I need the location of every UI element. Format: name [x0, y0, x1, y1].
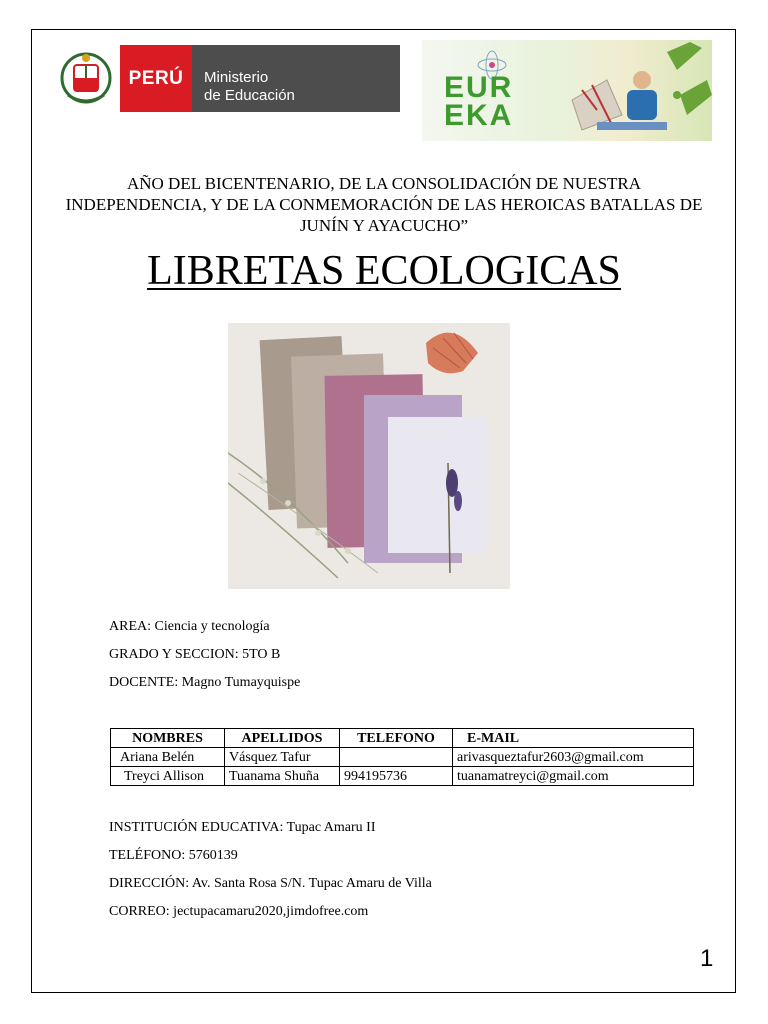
- teacher-line: DOCENTE: Magno Tumayquispe: [109, 675, 301, 690]
- cell-surname: Tuanama Shuña: [225, 767, 340, 786]
- header-surnames: APELLIDOS: [225, 729, 340, 748]
- header-names: NOMBRES: [111, 729, 225, 748]
- recycled-paper-photo: [228, 323, 510, 589]
- grade-line: GRADO Y SECCION: 5TO B: [109, 647, 281, 662]
- year-motto: AÑO DEL BICENTENARIO, DE LA CONSOLIDACIÓN DE NUESTRA INDEPENDENCIA, Y DE LA CONMEMORACIÓN DE LAS HEROICAS BATALLAS DE JUNÍN Y AYACUCHO”: [65, 174, 703, 235]
- area-line: AREA: Ciencia y tecnología: [109, 619, 270, 634]
- email-line: CORREO: jectupacamaru2020,jimdofree.com: [109, 904, 369, 919]
- eureka-banner: [422, 40, 712, 141]
- cell-phone: [340, 748, 453, 767]
- ministry-line-2: de Educación: [204, 87, 295, 104]
- header-phone: TELEFONO: [340, 729, 453, 748]
- address-line: DIRECCIÓN: Av. Santa Rosa S/N. Tupac Amaru de Villa: [109, 876, 432, 891]
- institution-line: INSTITUCIÓN EDUCATIVA: Tupac Amaru II: [109, 820, 376, 835]
- eureka-line-1: EUR: [444, 71, 514, 104]
- ministry-name: [192, 45, 400, 112]
- table-row: [111, 748, 694, 767]
- cell-surname: Vásquez Tafur: [225, 748, 340, 767]
- cell-name: Treyci Allison: [111, 767, 225, 786]
- cell-phone: 994195736: [340, 767, 453, 786]
- table-header-row: [111, 729, 694, 748]
- page-number: 1: [700, 945, 714, 972]
- members-table: [110, 728, 694, 786]
- cell-email: arivasqueztafur2603@gmail.com: [453, 748, 694, 767]
- eureka-logo-text: [444, 71, 514, 132]
- national-seal-icon: [58, 45, 120, 112]
- page-title: [0, 245, 768, 297]
- phone-line: TELÉFONO: 5760139: [109, 848, 238, 863]
- cell-name: Ariana Belén: [111, 748, 225, 767]
- ministry-line-1: Ministerio: [204, 69, 269, 86]
- header-email: E-MAIL: [453, 729, 694, 748]
- ministry-logo: [58, 45, 400, 112]
- page-title-text: LIBRETAS ECOLOGICAS: [147, 248, 621, 294]
- cell-email: tuanamatreyci@gmail.com: [453, 767, 694, 786]
- peru-label: PERÚ: [120, 45, 192, 112]
- eureka-line-2: EKA: [444, 99, 514, 132]
- table-row: [111, 767, 694, 786]
